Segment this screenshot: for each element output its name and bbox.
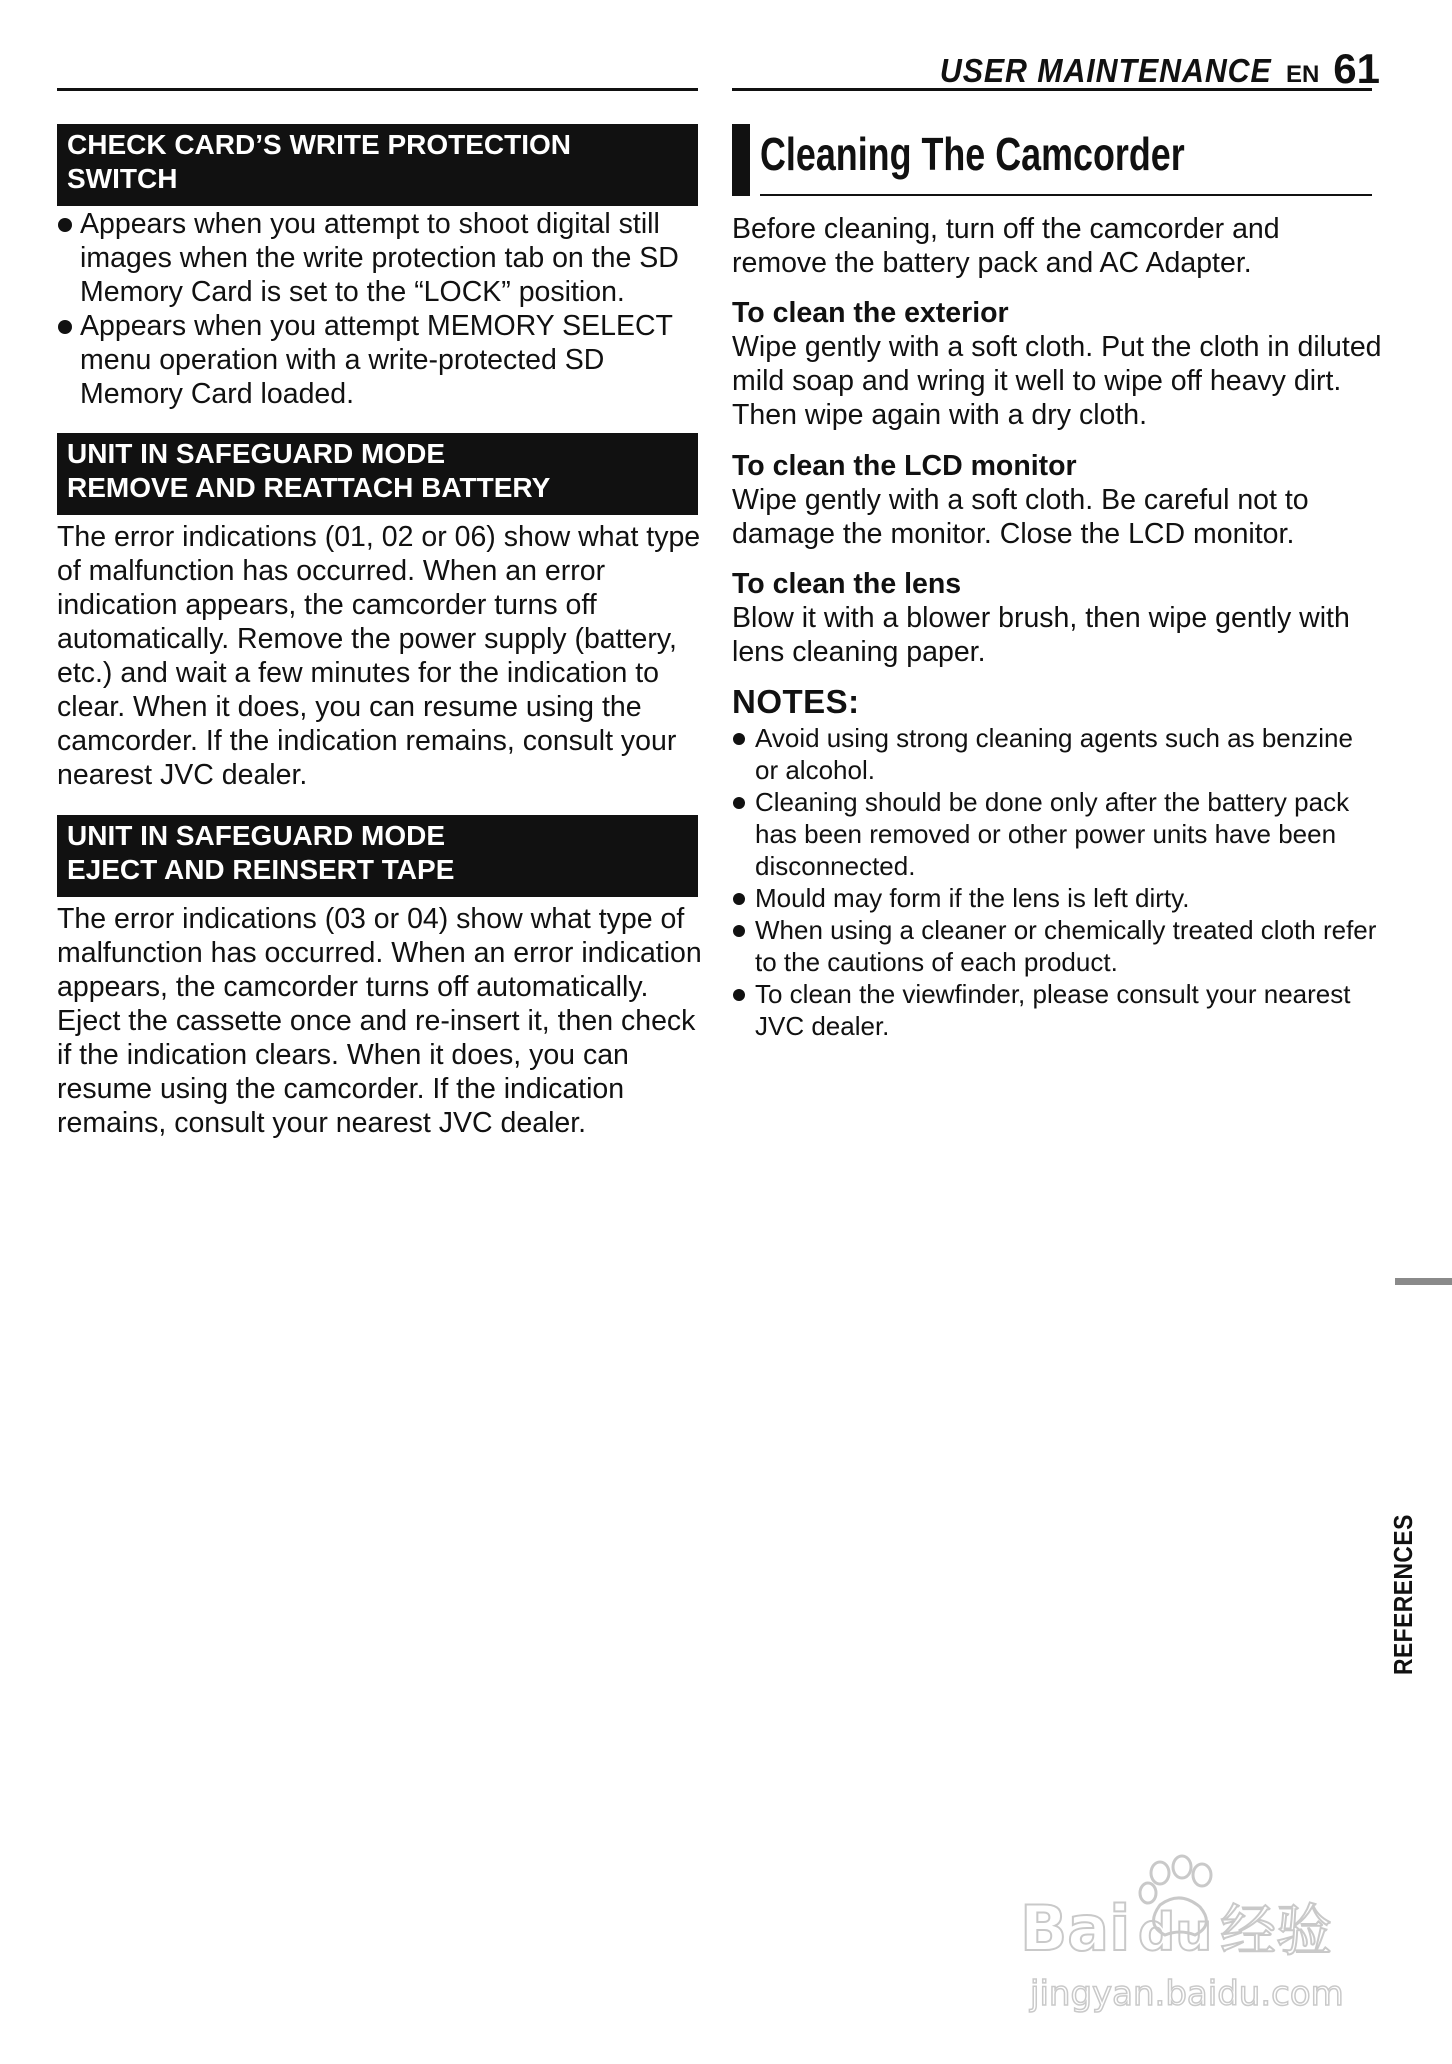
svg-text:Bai: Bai: [1020, 1892, 1131, 1965]
section-exterior: [732, 296, 1382, 432]
list-item: Cleaning should be done only after the battery pack has been removed or other power units have been disconnected.: [732, 786, 1382, 882]
list-item: Avoid using strong cleaning agents such as benzine or alcohol.: [732, 722, 1382, 786]
lens-text: Blow it with a blower brush, then wipe gently with lens cleaning paper.: [732, 602, 1350, 668]
heading-line: CHECK CARD’S WRITE PROTECTION: [67, 129, 571, 160]
cleaning-intro: Before cleaning, turn off the camcorder and remove the battery pack and AC Adapter.: [732, 213, 1280, 279]
subheading-lcd: To clean the LCD monitor: [732, 450, 1077, 482]
references-label: REFERENCES: [1388, 1514, 1418, 1675]
page-number: 61: [1333, 45, 1380, 92]
title-rule: [760, 194, 1372, 196]
lcd-text: Wipe gently with a soft cloth. Be careful not to damage the monitor. Close the LCD monitor.: [732, 484, 1309, 550]
page-title-block: [732, 124, 1372, 196]
subheading-exterior: To clean the exterior: [732, 297, 1009, 329]
notes-heading: NOTES:: [732, 683, 860, 720]
safeguard-battery-paragraph: The error indications (01, 02 or 06) show what type of malfunction has occurred. When an error indication appears, the camcorder turns off automatically. Remove the power supply (battery, etc.) and wait a few minutes for the indication to clear. When it does, you can resume using the camcorder. If the indication remains, consult your nearest JVC dealer.: [57, 521, 701, 791]
header-rule-left: [57, 88, 698, 91]
heading-line: REMOVE AND REATTACH BATTERY: [67, 472, 551, 503]
baidu-watermark-logo: [1020, 1845, 1380, 2020]
svg-text:jingyan.baidu.com: jingyan.baidu.com: [1030, 1974, 1344, 2014]
language-code: EN: [1285, 61, 1320, 88]
list-item: To clean the viewfinder, please consult your nearest JVC dealer.: [732, 978, 1382, 1042]
safeguard-tape-paragraph: The error indications (03 or 04) show what type of malfunction has occurred. When an error indication appears, the camcorder turns off automatically. Eject the cassette once and re-insert it, then check if the indication clears. When it does, you can resume using the camcorder. If the indication remains, consult your nearest JVC dealer.: [57, 903, 702, 1139]
side-tab-marker: [1395, 1278, 1452, 1285]
section-lcd: [732, 449, 1382, 551]
list-item: Appears when you attempt MEMORY SELECT menu operation with a write-protected SD Memory Card loaded.: [57, 309, 707, 411]
heading-safeguard-tape: [57, 815, 698, 897]
heading-line: UNIT IN SAFEGUARD MODE: [67, 438, 445, 469]
heading-safeguard-battery: [57, 433, 698, 515]
heading-line: EJECT AND REINSERT TAPE: [67, 854, 455, 885]
list-item: When using a cleaner or chemically treated cloth refer to the cautions of each product.: [732, 914, 1382, 978]
svg-text:经验: 经验: [1220, 1899, 1332, 1964]
side-tab-label: [1388, 1480, 1428, 1680]
list-item: Appears when you attempt to shoot digital still images when the write protection tab on the SD Memory Card is set to the “LOCK” position.: [57, 207, 707, 309]
running-header: [911, 46, 1380, 90]
subheading-lens: To clean the lens: [732, 568, 962, 600]
page-title: Cleaning The Camcorder: [760, 128, 1185, 180]
exterior-text: Wipe gently with a soft cloth. Put the cloth in diluted mild soap and wring it well to wipe off heavy dirt. Then wipe again with a dry cloth.: [732, 331, 1382, 431]
svg-text:du: du: [1138, 1903, 1213, 1963]
section-title: USER MAINTENANCE: [940, 52, 1272, 89]
notes-list: [732, 722, 1382, 1042]
heading-line: SWITCH: [67, 163, 178, 194]
heading-line: UNIT IN SAFEGUARD MODE: [67, 820, 445, 851]
title-marker-bar: [732, 124, 750, 196]
write-protection-bullets: [57, 207, 707, 411]
heading-write-protection: [57, 124, 698, 206]
list-item: Mould may form if the lens is left dirty.: [732, 882, 1382, 914]
section-lens: [732, 567, 1382, 669]
